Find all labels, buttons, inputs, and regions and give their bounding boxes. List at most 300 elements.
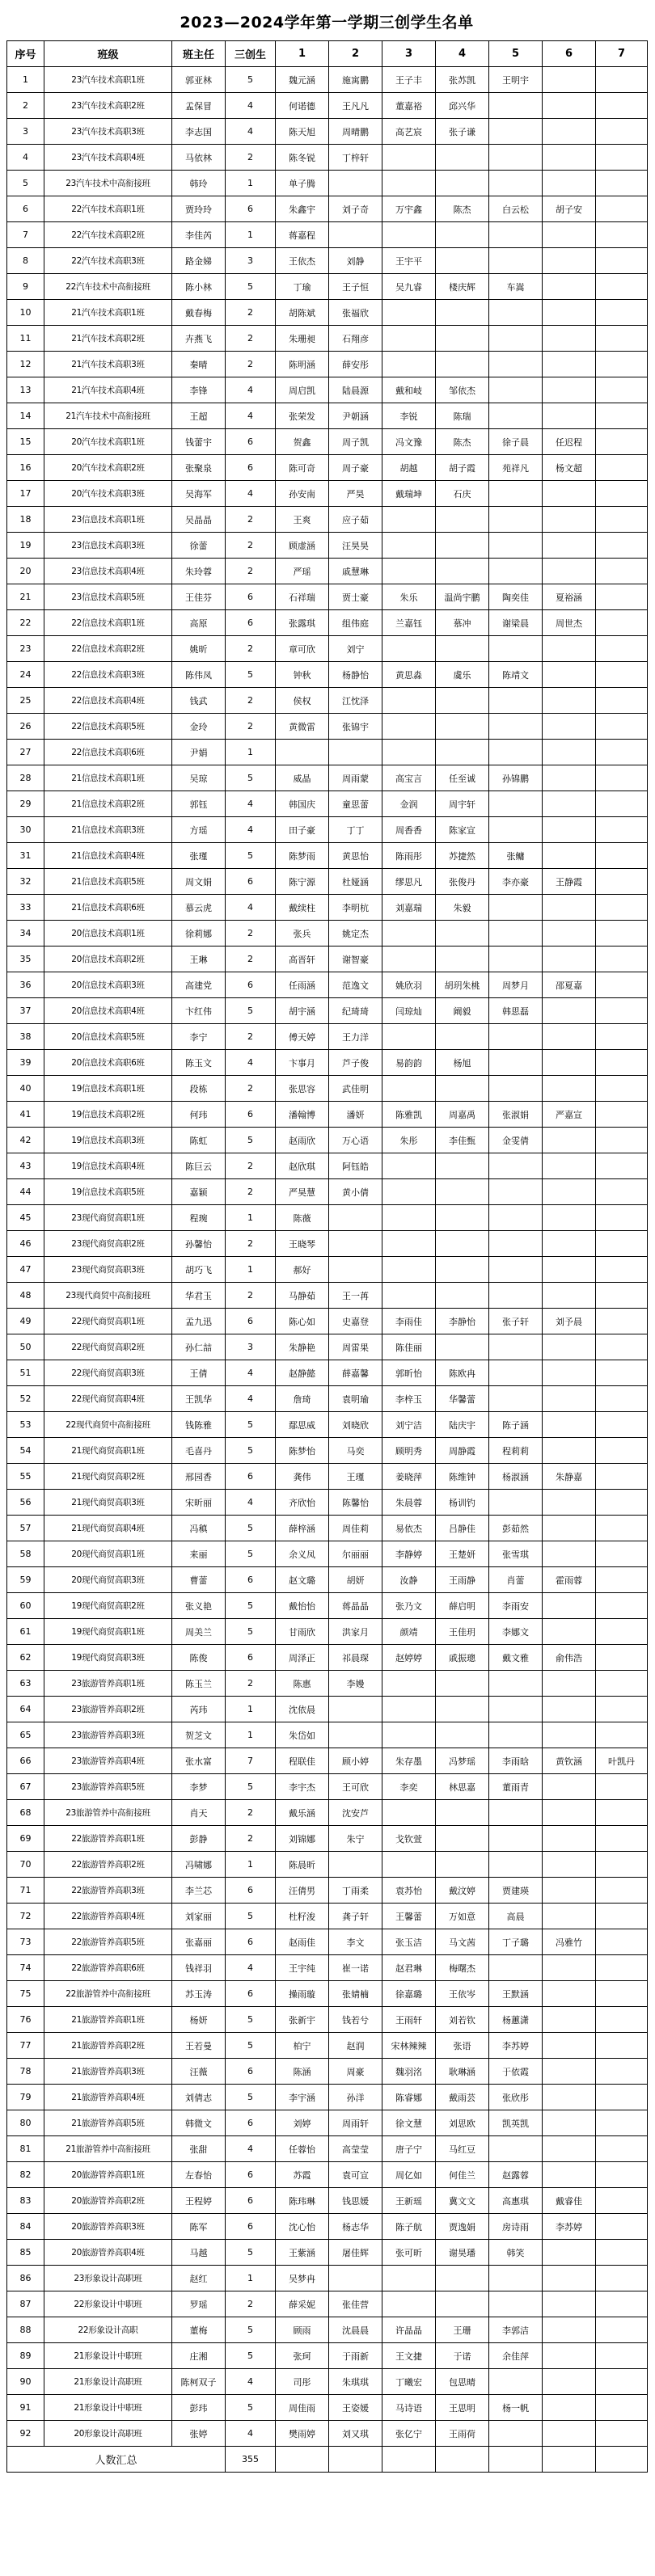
student-name: 芦子俊: [329, 1050, 382, 1076]
student-name: 朱毅: [436, 895, 489, 921]
class-name: 20旅游管养高职2班: [44, 2188, 172, 2214]
student-name: 王宇平: [382, 248, 436, 274]
column-header: 2: [329, 41, 382, 67]
student-count: 2: [226, 1283, 276, 1309]
student-name: [543, 2421, 596, 2447]
head-teacher: 吴琼: [172, 765, 226, 791]
student-name: [596, 2317, 648, 2343]
student-name: [543, 636, 596, 662]
total-label: 人数汇总: [7, 2447, 226, 2473]
student-name: [489, 740, 543, 765]
student-count: 5: [226, 1593, 276, 1619]
table-row: [7, 352, 648, 377]
head-teacher: 吴晶晶: [172, 507, 226, 533]
student-name: [543, 1671, 596, 1697]
student-count: 6: [226, 2188, 276, 2214]
table-row: [7, 869, 648, 895]
head-teacher: 马越: [172, 2240, 226, 2266]
row-number: 35: [7, 947, 44, 972]
student-name: [489, 1671, 543, 1697]
student-name: [329, 740, 382, 765]
student-name: 朱琪琪: [329, 2369, 382, 2395]
student-name: [436, 1257, 489, 1283]
student-name: 张俊丹: [436, 869, 489, 895]
student-count: 2: [226, 1179, 276, 1205]
student-name: 武佳明: [329, 1076, 382, 1102]
student-name: 汪倩男: [276, 1878, 329, 1904]
student-name: [489, 791, 543, 817]
student-name: 金润: [382, 791, 436, 817]
student-name: 戴乐涵: [276, 1800, 329, 1826]
student-count: 6: [226, 2110, 276, 2136]
student-count: 3: [226, 1334, 276, 1360]
student-name: 李嫚: [329, 1671, 382, 1697]
class-name: 22旅游管养中高衔接班: [44, 1981, 172, 2007]
row-number: 61: [7, 1619, 44, 1645]
class-name: 21旅游管养高职5班: [44, 2110, 172, 2136]
student-name: 石庆: [436, 481, 489, 507]
class-name: 23旅游管养高职1班: [44, 1671, 172, 1697]
student-name: 李郭洁: [489, 2317, 543, 2343]
student-name: [382, 1179, 436, 1205]
class-name: 22信息技术高职5班: [44, 714, 172, 740]
row-number: 4: [7, 145, 44, 171]
student-name: 朱珊昶: [276, 326, 329, 352]
student-name: 赵露蓉: [489, 2162, 543, 2188]
class-name: 21旅游管养高职1班: [44, 2007, 172, 2033]
student-name: [543, 2085, 596, 2110]
student-name: 高惠琪: [489, 2188, 543, 2214]
student-count: 1: [226, 740, 276, 765]
student-name: 吴梦冉: [276, 2266, 329, 2291]
student-name: [596, 2214, 648, 2240]
student-name: 王宇纯: [276, 1955, 329, 1981]
head-teacher: 张义艳: [172, 1593, 226, 1619]
row-number: 49: [7, 1309, 44, 1334]
student-name: 韩笑: [489, 2240, 543, 2266]
student-name: 王瑾: [329, 1464, 382, 1490]
student-name: 华馨蕾: [436, 1386, 489, 1412]
student-name: 苏捷然: [436, 843, 489, 869]
table-row: [7, 2266, 648, 2291]
head-teacher: 贾玲玲: [172, 196, 226, 222]
column-header: 7: [596, 41, 648, 67]
student-name: 霍雨蓉: [543, 1567, 596, 1593]
student-name: 陶奕佳: [489, 584, 543, 610]
head-teacher: 刘倩志: [172, 2085, 226, 2110]
row-number: 12: [7, 352, 44, 377]
student-name: 邱兴华: [436, 93, 489, 119]
row-number: 70: [7, 1852, 44, 1878]
student-name: [489, 1334, 543, 1360]
student-name: 王可欣: [329, 1774, 382, 1800]
student-count: 1: [226, 222, 276, 248]
student-name: 张子谦: [436, 119, 489, 145]
student-name: [596, 2343, 648, 2369]
student-name: 董雨青: [489, 1774, 543, 1800]
student-name: 俞伟浩: [543, 1645, 596, 1671]
student-name: 王晓琴: [276, 1231, 329, 1257]
student-name: 于诺: [436, 2343, 489, 2369]
student-name: [436, 145, 489, 171]
table-row: [7, 895, 648, 921]
student-name: [436, 326, 489, 352]
student-name: [596, 1102, 648, 1128]
student-count: 4: [226, 1490, 276, 1516]
student-name: [596, 507, 648, 533]
class-name: 22信息技术高职6班: [44, 740, 172, 765]
class-name: 20汽车技术高职3班: [44, 481, 172, 507]
student-name: [596, 765, 648, 791]
student-name: [543, 93, 596, 119]
student-name: 王默涵: [489, 1981, 543, 2007]
student-count: 5: [226, 67, 276, 93]
row-number: 25: [7, 688, 44, 714]
student-name: [489, 326, 543, 352]
class-name: 23汽车技术高职2班: [44, 93, 172, 119]
student-name: 周子豪: [329, 455, 382, 481]
class-name: 23信息技术高职1班: [44, 507, 172, 533]
student-name: [596, 326, 648, 352]
student-name: 许晶晶: [382, 2317, 436, 2343]
row-number: 85: [7, 2240, 44, 2266]
student-name: 刘予晨: [543, 1309, 596, 1334]
student-name: [382, 921, 436, 947]
student-name: [543, 662, 596, 688]
student-count: 6: [226, 1464, 276, 1490]
class-name: 21汽车技术高职3班: [44, 352, 172, 377]
student-name: 赵文璐: [276, 1567, 329, 1593]
student-name: 王雨静: [436, 1567, 489, 1593]
table-row: [7, 1076, 648, 1102]
student-count: 2: [226, 636, 276, 662]
student-name: [596, 998, 648, 1024]
student-name: 周雨轩: [329, 2110, 382, 2136]
row-number: 55: [7, 1464, 44, 1490]
student-name: 周晴鹏: [329, 119, 382, 145]
student-name: 万宇鑫: [382, 196, 436, 222]
student-name: 张福欣: [329, 300, 382, 326]
student-name: [382, 145, 436, 171]
student-name: 夏裕涵: [543, 584, 596, 610]
student-name: [596, 352, 648, 377]
student-name: [543, 352, 596, 377]
student-name: [543, 1516, 596, 1541]
student-name: [382, 1231, 436, 1257]
student-name: 李奕: [382, 1774, 436, 1800]
student-name: [596, 1826, 648, 1852]
student-name: 韩国庆: [276, 791, 329, 817]
student-count: 1: [226, 1722, 276, 1748]
student-name: [596, 1231, 648, 1257]
student-name: 楼庆辉: [436, 274, 489, 300]
head-teacher: 路金娣: [172, 248, 226, 274]
student-name: 杨静怡: [329, 662, 382, 688]
student-name: [436, 352, 489, 377]
student-name: 张锦宇: [329, 714, 382, 740]
student-count: 4: [226, 1050, 276, 1076]
student-count: 6: [226, 1567, 276, 1593]
student-name: [436, 559, 489, 584]
student-name: [436, 1826, 489, 1852]
head-teacher: 方瑶: [172, 817, 226, 843]
student-name: 戴和岐: [382, 377, 436, 403]
student-name: 陆庆宇: [436, 1412, 489, 1438]
student-name: [596, 1671, 648, 1697]
student-name: [596, 1464, 648, 1490]
student-name: 陈雨彤: [382, 843, 436, 869]
table-row: [7, 1748, 648, 1774]
student-name: 戈钦萱: [382, 1826, 436, 1852]
student-name: [543, 559, 596, 584]
student-name: [436, 1697, 489, 1722]
student-name: [489, 2266, 543, 2291]
student-name: 孙洋: [329, 2085, 382, 2110]
student-name: 戴睿佳: [543, 2188, 596, 2214]
student-name: 丁丁: [329, 817, 382, 843]
student-name: 陈杰: [436, 196, 489, 222]
student-name: [436, 636, 489, 662]
student-count: 2: [226, 921, 276, 947]
student-name: 周佳雨: [276, 2395, 329, 2421]
student-name: 操雨璇: [276, 1981, 329, 2007]
class-name: 22旅游管养高职6班: [44, 1955, 172, 1981]
student-name: 顾虚涵: [276, 533, 329, 559]
student-name: 孙锦鹏: [489, 765, 543, 791]
student-name: [382, 300, 436, 326]
student-name: 李宇杰: [276, 1774, 329, 1800]
student-name: 赵雨欣: [276, 1128, 329, 1153]
student-name: 车嵩: [489, 274, 543, 300]
student-name: 朱静艳: [276, 1334, 329, 1360]
head-teacher: 周文娟: [172, 869, 226, 895]
student-name: 戴文雅: [489, 1645, 543, 1671]
student-name: [596, 93, 648, 119]
student-name: [596, 791, 648, 817]
student-name: 刘又琪: [329, 2421, 382, 2447]
student-name: 李明杭: [329, 895, 382, 921]
student-name: 田子豪: [276, 817, 329, 843]
student-name: [543, 2240, 596, 2266]
student-name: 王爽: [276, 507, 329, 533]
class-name: 20旅游管养高职1班: [44, 2162, 172, 2188]
class-name: 22旅游管养高职2班: [44, 1852, 172, 1878]
student-count: 4: [226, 2421, 276, 2447]
head-teacher: 曹蕾: [172, 1567, 226, 1593]
student-name: [382, 533, 436, 559]
student-name: [489, 1800, 543, 1826]
student-name: 张淑娟: [489, 1102, 543, 1128]
table-row: [7, 429, 648, 455]
student-name: 袁可宣: [329, 2162, 382, 2188]
student-name: 阚毅: [436, 998, 489, 1024]
student-count: 2: [226, 1826, 276, 1852]
student-name: [596, 2085, 648, 2110]
student-name: [543, 1955, 596, 1981]
row-number: 63: [7, 1671, 44, 1697]
student-name: 张玉洁: [382, 1929, 436, 1955]
student-name: [543, 1697, 596, 1722]
student-name: 陈可奇: [276, 455, 329, 481]
row-number: 88: [7, 2317, 44, 2343]
student-name: [436, 1179, 489, 1205]
table-row: [7, 2007, 648, 2033]
student-name: [543, 1722, 596, 1748]
table-row: [7, 2188, 648, 2214]
class-name: 20信息技术高职6班: [44, 1050, 172, 1076]
class-name: 22信息技术高职1班: [44, 610, 172, 636]
student-name: 吴九睿: [382, 274, 436, 300]
row-number: 3: [7, 119, 44, 145]
student-name: [543, 1490, 596, 1516]
student-name: [596, 1852, 648, 1878]
student-name: 陈靖文: [489, 662, 543, 688]
student-name: [329, 1231, 382, 1257]
row-number: 10: [7, 300, 44, 326]
class-name: 19信息技术高职5班: [44, 1179, 172, 1205]
table-row: [7, 1412, 648, 1438]
student-count: 6: [226, 1878, 276, 1904]
class-name: 23现代商贸高职1班: [44, 1205, 172, 1231]
table-row: [7, 1645, 648, 1671]
head-teacher: 尹娟: [172, 740, 226, 765]
student-name: 周香香: [382, 817, 436, 843]
student-name: [382, 2266, 436, 2291]
student-count: 5: [226, 1516, 276, 1541]
student-name: [543, 1076, 596, 1102]
student-name: [596, 2188, 648, 2214]
student-name: [543, 326, 596, 352]
student-count: 5: [226, 1438, 276, 1464]
table-row: [7, 921, 648, 947]
student-name: 刘婷: [276, 2110, 329, 2136]
student-name: 黄思怡: [329, 843, 382, 869]
student-name: 周宇轩: [436, 791, 489, 817]
head-teacher: 杨妍: [172, 2007, 226, 2033]
student-name: 童思蕾: [329, 791, 382, 817]
student-name: 单子腾: [276, 171, 329, 196]
student-name: 陈子航: [382, 2214, 436, 2240]
row-number: 45: [7, 1205, 44, 1231]
student-name: [543, 740, 596, 765]
student-name: 王珊: [436, 2317, 489, 2343]
row-number: 59: [7, 1567, 44, 1593]
student-name: 王佳玥: [436, 1619, 489, 1645]
student-name: 易韵韵: [382, 1050, 436, 1076]
row-number: 18: [7, 507, 44, 533]
student-name: 刘宁: [329, 636, 382, 662]
student-count: 4: [226, 2136, 276, 2162]
head-teacher: 孟九迅: [172, 1309, 226, 1334]
class-name: 23现代商贸高职2班: [44, 1231, 172, 1257]
student-name: [543, 222, 596, 248]
row-number: 9: [7, 274, 44, 300]
head-teacher: 何玮: [172, 1102, 226, 1128]
student-name: 王紫涵: [276, 2240, 329, 2266]
table-row: [7, 274, 648, 300]
row-number: 15: [7, 429, 44, 455]
student-name: 龚子轩: [329, 1904, 382, 1929]
student-count: 2: [226, 1153, 276, 1179]
student-count: 6: [226, 196, 276, 222]
class-name: 22信息技术高职3班: [44, 662, 172, 688]
class-name: 21现代商贸高职3班: [44, 1490, 172, 1516]
student-count: 4: [226, 791, 276, 817]
student-count: 6: [226, 2059, 276, 2085]
head-teacher: 王倩: [172, 1360, 226, 1386]
student-name: 王子丰: [382, 67, 436, 93]
student-name: [543, 817, 596, 843]
student-name: 万心语: [329, 1128, 382, 1153]
student-name: 沈依晨: [276, 1697, 329, 1722]
student-name: 谢昊璠: [436, 2240, 489, 2266]
class-name: 23旅游管养高职2班: [44, 1697, 172, 1722]
student-name: 谢梁晨: [489, 610, 543, 636]
head-teacher: 徐莉娜: [172, 921, 226, 947]
student-name: [596, 403, 648, 429]
student-count: 2: [226, 1231, 276, 1257]
student-count: 4: [226, 1955, 276, 1981]
student-name: 邵夏嘉: [543, 972, 596, 998]
student-name: 李静怡: [436, 1309, 489, 1334]
student-name: [329, 2266, 382, 2291]
student-name: [543, 1852, 596, 1878]
student-count: 5: [226, 998, 276, 1024]
student-name: 组伟庭: [329, 610, 382, 636]
table-row: [7, 843, 648, 869]
row-number: 52: [7, 1386, 44, 1412]
student-count: 6: [226, 429, 276, 455]
student-count: 5: [226, 765, 276, 791]
class-name: 20信息技术高职2班: [44, 947, 172, 972]
class-name: 20信息技术高职1班: [44, 921, 172, 947]
student-name: 万如意: [436, 1904, 489, 1929]
student-name: 任迟程: [543, 429, 596, 455]
row-number: 82: [7, 2162, 44, 2188]
row-number: 21: [7, 584, 44, 610]
row-number: 43: [7, 1153, 44, 1179]
student-name: 周泽正: [276, 1645, 329, 1671]
head-teacher: 卉燕飞: [172, 326, 226, 352]
student-count: 2: [226, 145, 276, 171]
table-row: [7, 1878, 648, 1904]
student-count: 4: [226, 377, 276, 403]
student-name: 刘锦娜: [276, 1826, 329, 1852]
student-name: 陈玮琳: [276, 2188, 329, 2214]
student-name: [543, 1050, 596, 1076]
student-name: [436, 2266, 489, 2291]
student-name: 胡宇涵: [276, 998, 329, 1024]
student-name: [596, 1179, 648, 1205]
student-name: 张佳营: [329, 2291, 382, 2317]
student-name: 严瑶: [276, 559, 329, 584]
student-name: 马奕: [329, 1438, 382, 1464]
table-header-row: [7, 41, 648, 67]
head-teacher: 郭钰: [172, 791, 226, 817]
student-name: 李苏婷: [489, 2033, 543, 2059]
student-count: 6: [226, 1309, 276, 1334]
student-name: 甘雨欣: [276, 1619, 329, 1645]
class-name: 22信息技术高职2班: [44, 636, 172, 662]
row-number: 34: [7, 921, 44, 947]
student-name: 尹朝涵: [329, 403, 382, 429]
table-body: [7, 67, 648, 2447]
student-count: 5: [226, 662, 276, 688]
student-name: 朱岱如: [276, 1722, 329, 1748]
student-name: [489, 2369, 543, 2395]
student-name: [543, 1619, 596, 1645]
row-number: 37: [7, 998, 44, 1024]
